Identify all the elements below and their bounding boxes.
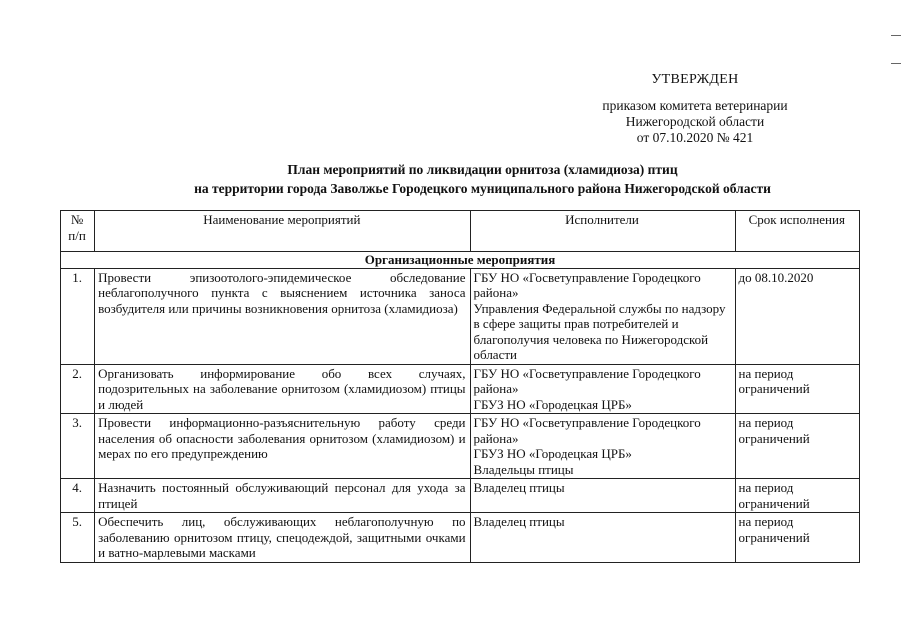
row-num: 4. bbox=[61, 479, 95, 513]
row-name: Обеспечить лиц, обслуживающих неблагополучную по заболеванию орнитозом птицу, спецодеждой, защитными очками и ватно-марлевыми масками bbox=[95, 513, 470, 563]
row-name: Провести информационно-разъяснительную работу среди населения об опасности заболевания орнитозом (хламидиозом) и мерах по его предупреждению bbox=[95, 414, 470, 479]
row-executors bbox=[470, 364, 735, 414]
header-name: Наименование мероприятий bbox=[95, 211, 470, 252]
executor: ГБУ НО «Госветуправление Городецкого района» bbox=[473, 415, 701, 446]
approval-line-2: Нижегородской области bbox=[625, 114, 765, 129]
row-name: Назначить постоянный обслуживающий персонал для ухода за птицей bbox=[95, 479, 470, 513]
row-executors bbox=[470, 479, 735, 513]
document-title bbox=[110, 160, 855, 198]
row-executors bbox=[470, 513, 735, 563]
table-row bbox=[61, 479, 860, 513]
header-executors: Исполнители bbox=[470, 211, 735, 252]
header-deadline: Срок исполнения bbox=[735, 211, 859, 252]
row-name: Организовать информирование обо всех случаях, подозрительных на заболевание орнитозом (хламидиозом) птицы и людей bbox=[95, 364, 470, 414]
header-num bbox=[61, 211, 95, 252]
executor: Владелец птицы bbox=[473, 480, 565, 495]
executor: ГБУЗ НО «Городецкая ЦРБ» bbox=[473, 396, 632, 412]
measures-table bbox=[60, 210, 860, 563]
executor: ГБУЗ НО «Городецкая ЦРБ» bbox=[473, 446, 632, 461]
row-deadline: до 08.10.2020 bbox=[735, 268, 859, 364]
title-line-2: на территории города Заволжье Городецкого муниципального района Нижегородской области bbox=[194, 181, 771, 196]
scan-mark bbox=[891, 35, 901, 36]
table-header-row bbox=[61, 211, 860, 252]
executor: Владелец птицы bbox=[473, 514, 565, 529]
table-row bbox=[61, 414, 860, 479]
scan-mark bbox=[891, 63, 901, 64]
row-num: 5. bbox=[61, 513, 95, 563]
row-num: 3. bbox=[61, 414, 95, 479]
row-deadline: на период ограничений bbox=[735, 364, 859, 414]
row-deadline: на период ограничений bbox=[735, 479, 859, 513]
row-executors bbox=[470, 268, 735, 364]
section-row bbox=[61, 252, 860, 269]
row-num: 2. bbox=[61, 364, 95, 414]
header-num-line-2: п/п bbox=[68, 227, 86, 243]
row-deadline: на период ограничений bbox=[735, 513, 859, 563]
section-title: Организационные мероприятия bbox=[61, 252, 860, 269]
executor: Владельцы птицы bbox=[473, 461, 574, 477]
approval-line-3: от 07.10.2020 № 421 bbox=[636, 130, 754, 145]
approval-line-1: приказом комитета ветеринарии bbox=[602, 98, 788, 113]
executor: ГБУ НО «Госветуправление Городецкого района» bbox=[473, 269, 701, 300]
approval-heading: УТВЕРЖДЕН bbox=[651, 72, 739, 87]
approval-block bbox=[560, 72, 830, 146]
row-num: 1. bbox=[61, 268, 95, 364]
row-name: Провести эпизоотолого-эпидемическое обследование неблагополучного пункта с выяснением источника заноса возбудителя или причины возникновения орнитоза (хламидиоза) bbox=[95, 268, 470, 364]
row-deadline: на период ограничений bbox=[735, 414, 859, 479]
executor: Управления Федеральной службы по надзору в сфере защиты прав потребителей и благополучия человека по Нижегородской области bbox=[473, 300, 726, 362]
table-row bbox=[61, 364, 860, 414]
executor: ГБУ НО «Госветуправление Городецкого района» bbox=[473, 365, 701, 396]
table-row bbox=[61, 513, 860, 563]
title-line-1: План мероприятий по ликвидации орнитоза (хламидиоза) птиц bbox=[287, 162, 678, 177]
row-executors bbox=[470, 414, 735, 479]
header-num-line-1: № bbox=[70, 212, 84, 227]
table-row bbox=[61, 268, 860, 364]
